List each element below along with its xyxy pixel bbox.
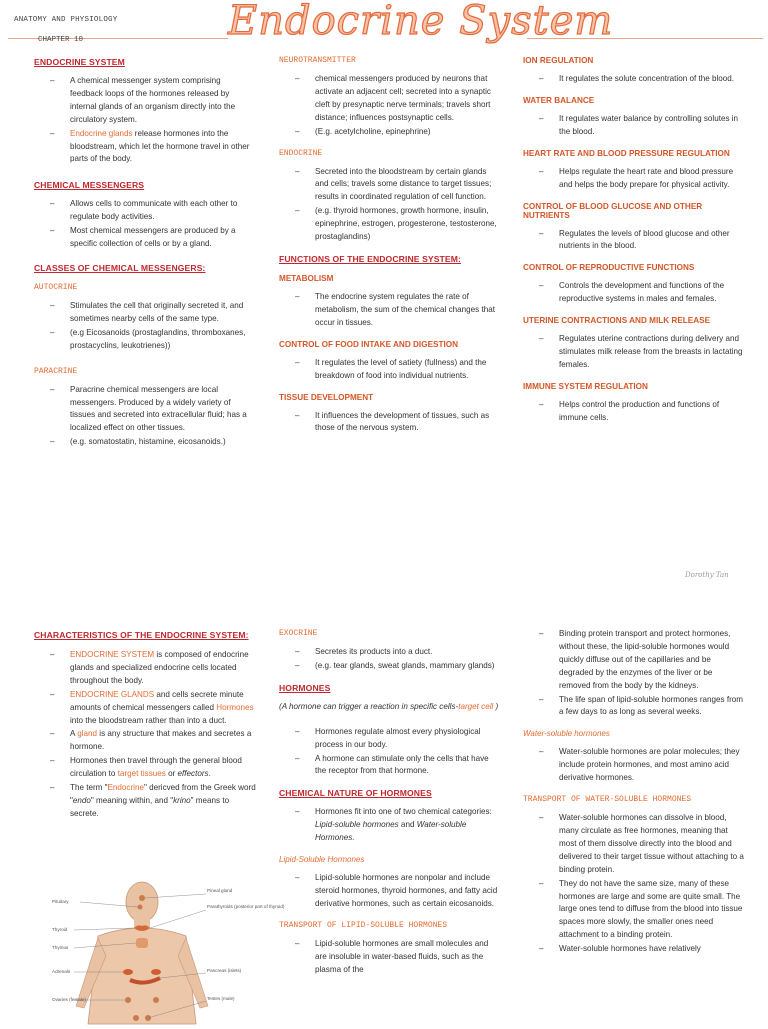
lipid-soluble-list [279,872,501,911]
heading-autocrine: AUTOCRINE [34,282,78,292]
heading-transport-water: TRANSPORT OF WATER-SOLUBLE HORMONES [523,795,692,805]
list-item: – ENDOCRINE GLANDS and cells secrete minute amounts of chemical messengers called Hormones into the bloodstream rather than into a duct. [34,689,256,728]
list-item: – Hormones fit into one of two chemical categories: Lipid-soluble hormones and Water-soluble Hormones. [279,806,501,845]
heading-water-balance: WATER BALANCE [523,95,595,105]
list-item: – Secretes its products into a duct. [279,646,501,659]
list-item: – It influences the development of tissues, such as those of the nervous system. [279,410,501,436]
water-soluble-list [523,746,745,785]
heading-heart-rate: HEART RATE AND BLOOD PRESSURE REGULATION [523,148,730,158]
bottom-column-3 [523,628,745,966]
signature: Dorothy Tan [685,571,729,579]
top-column-1 [34,57,252,459]
list-item: – Hormones regulate almost every physiological process in our body. [279,726,501,752]
heading-uterine: UTERINE CONTRACTIONS AND MILK RELEASE [523,316,711,326]
heading-lipid-soluble: Lipid-Soluble Hormones [279,855,365,865]
list-item: – Controls the development and functions of the reproductive systems in males and females. [523,280,745,306]
characteristics-list [34,649,256,821]
endocrine-figure [50,876,285,1024]
figure-label-pineal: Pineal gland [207,888,233,893]
bottom-column-1 [34,629,256,831]
ion-regulation-list [523,73,745,86]
chemical-messengers-list [34,198,252,251]
course-label: ANATOMY AND PHYSIOLOGY [14,16,118,24]
reproductive-list [523,280,745,306]
figure-label-thymus: Thymus [52,945,69,950]
list-item: – Regulates uterine contractions during delivery and stimulates milk release from the breasts in lactating females. [523,333,745,372]
heading-characteristics: CHARACTERISTICS OF THE ENDOCRINE SYSTEM: [34,630,249,640]
list-item: – Hormones then travel through the general blood circulation to target tissues or effectors. [34,755,256,781]
heading-endocrine-system: ENDOCRINE SYSTEM [34,57,125,67]
figure-label-ovaries: Ovaries (female) [52,997,86,1002]
endocrine-body-illustration [50,876,285,1024]
tissue-development-list [279,410,501,436]
heading-classes: CLASSES OF CHEMICAL MESSENGERS: [34,262,206,273]
bottom-column-2 [279,629,501,987]
heading-food-intake: CONTROL OF FOOD INTAKE AND DIGESTION [279,339,459,349]
neurotransmitter-list [279,73,501,139]
heading-immune: IMMUNE SYSTEM REGULATION [523,381,648,391]
list-item: – (E.g. acetylcholine, epinephrine) [279,126,501,139]
list-item: – ENDOCRINE SYSTEM is composed of endocrine glands and specialized endocrine cells located throughout the body. [34,649,256,688]
page-title: Endocrine System [228,0,614,44]
food-intake-list [279,357,501,383]
list-item: – Paracrine chemical messengers are local messengers. Produced by a widely variety of tissues and secreted into extracellular fluid; has a localized effect on other tissues. [34,384,252,436]
list-item: – (e.g. thyroid hormones, growth hormone, insulin, epinephrine, estrogen, progesterone, testosterone, prostaglandins) [279,205,501,244]
heading-reproductive: CONTROL OF REPRODUCTIVE FUNCTIONS [523,263,695,273]
figure-label-pancreas: Pancreas (islets) [207,968,242,973]
list-item: – The life span of lipid-soluble hormones ranges from a few days to as long as several weeks. [523,694,745,720]
heading-exocrine: EXOCRINE [279,629,318,638]
heading-water-soluble: Water-soluble hormones [523,729,610,739]
immune-list [523,399,745,425]
hormones-note: (A hormone can trigger a reaction in specific cells-target cell ) [279,701,499,711]
list-item: – Binding protein transport and protect hormones, without these, the lipid-soluble hormones would quickly diffuse out of the capillaries and be degraded by the enzymes of the liver or be removed from the body by the kidneys. [523,628,745,693]
list-item: – It regulates the solute concentration of the blood. [523,73,745,86]
chapter-label: CHAPTER 10 [38,36,84,44]
heading-metabolism: METABOLISM [279,273,334,283]
autocrine-list [34,300,252,353]
top-column-2 [279,56,501,445]
heading-paracrine: PARACRINE [34,366,78,376]
list-item: – Regulates the levels of blood glucose and other nutrients in the blood. [523,228,745,254]
figure-label-pituitary: Pituitary [52,899,69,904]
list-item: – Water-soluble hormones are polar molecules; they include protein hormones, and most amino acid derivative hormones. [523,746,745,785]
list-item: – Most chemical messengers are produced by a specific collection of cells or by a gland. [34,225,252,251]
transport-water-list [523,812,745,956]
heading-transport-lipid: TRANSPORT OF LIPID-SOLUBLE HORMONES [279,920,448,930]
endocrine-list [279,166,501,244]
list-item: – chemical messengers produced by neurons that activate an adjacent cell; secreted into a synaptic cleft by presynaptic nerve terminals; travels short distance; influences postsynaptic cells. [279,73,501,125]
exocrine-list [279,646,501,673]
list-item: – The term "Endocrine" dericved from the Greek word "endo" meaning within, and "krino" means to secrete. [34,782,256,821]
figure-label-parathyroids: Parathyroids (posterior part of thyroid) [207,904,285,909]
list-item: – Water-soluble hormones can dissolve in blood, many circulate as free hormones, meaning that most of them dissolve directly into the blood and delivered to their target tissue without attaching to a binding protein. [523,812,745,877]
heading-neurotransmitter: NEUROTRANSMITTER [279,56,356,65]
list-item: – Secreted into the bloodstream by certain glands and cells; travels some distance to target tissues; results in coordinated regulation of cell function. [279,166,501,205]
heading-functions: FUNCTIONS OF THE ENDOCRINE SYSTEM: [279,253,461,264]
list-item: – (e.g Eicosanoids (prostaglandins, thromboxanes, prostacyclins, leukotrienes)) [34,327,252,353]
list-item: – Helps control the production and functions of immune cells. [523,399,745,425]
heading-blood-glucose: CONTROL OF BLOOD GLUCOSE AND OTHER NUTRIENTS [523,201,703,220]
list-item: – Endocrine glands release hormones into the bloodstream, which let the hormone travel in other parts of the body. [34,128,252,167]
metabolism-list [279,291,501,330]
transport-lipid-list [279,938,501,977]
figure-label-thyroid: Thyroid [52,927,68,932]
list-item: – A hormone can stimulate only the cells that have the receptor from that hormone. [279,753,501,779]
heading-hormones: HORMONES [279,682,331,693]
uterine-list [523,333,745,372]
hormones-list [279,726,501,779]
list-item: – Helps regulate the heart rate and blood pressure and helps the body prepare for physical activity. [523,166,745,192]
list-item: – Lipid-soluble hormones are nonpolar and include steroid hormones, thyroid hormones, and fatty acid derivative hormones, such as certain eicosanoids. [279,872,501,911]
binding-protein-list [523,628,745,719]
list-item: – Stimulates the cell that originally secreted it, and sometimes nearby cells of the same type. [34,300,252,326]
chemical-nature-list [279,806,501,845]
water-balance-list [523,113,745,139]
list-item: – Lipid-soluble hormones are small molecules and are insoluble in water-based fluids, such as the plasma of the [279,938,501,977]
list-item: – A chemical messenger system comprising feedback loops of the hormones released by internal glands of an organism directly into the circulatory system. [34,75,252,127]
heading-endocrine: ENDOCRINE [279,148,323,158]
figure-label-testes: Testes (male) [207,996,235,1001]
list-item: – (e.g. tear glands, sweat glands, mammary glands) [279,660,501,673]
list-item: – A gland is any structure that makes and secretes a hormone. [34,728,256,754]
heading-tissue-development: TISSUE DEVELOPMENT [279,392,374,402]
list-item: – They do not have the same size, many of these hormones are large and some are quite small. The large ones tend to diffuse from the blood into tissue spaces more slowly, the smaller ones need attachment to a binding protein. [523,878,745,943]
list-item: – It regulates the level of satiety (fullness) and the breakdown of food into individual nutrients. [279,357,501,383]
heading-chemical-nature: CHEMICAL NATURE OF HORMONES [279,788,432,799]
list-item: – Allows cells to communicate with each other to regulate body activities. [34,198,252,224]
top-column-3 [523,56,745,435]
heart-rate-list [523,166,745,192]
heading-chemical-messengers: CHEMICAL MESSENGERS [34,180,145,191]
heading-ion-regulation: ION REGULATION [523,56,594,65]
paracrine-list [34,384,252,450]
figure-label-adrenals: Adrenals [52,969,71,974]
endocrine-system-list [34,75,252,166]
blood-glucose-list [523,228,745,254]
list-item: – It regulates water balance by controlling solutes in the blood. [523,113,745,139]
list-item: – (e.g. somatostatin, histamine, eicosanoids.) [34,436,252,449]
list-item: – The endocrine system regulates the rate of metabolism, the sum of the chemical changes that occur in tissues. [279,291,501,330]
list-item: – Water-soluble hormones have relatively [523,943,745,956]
